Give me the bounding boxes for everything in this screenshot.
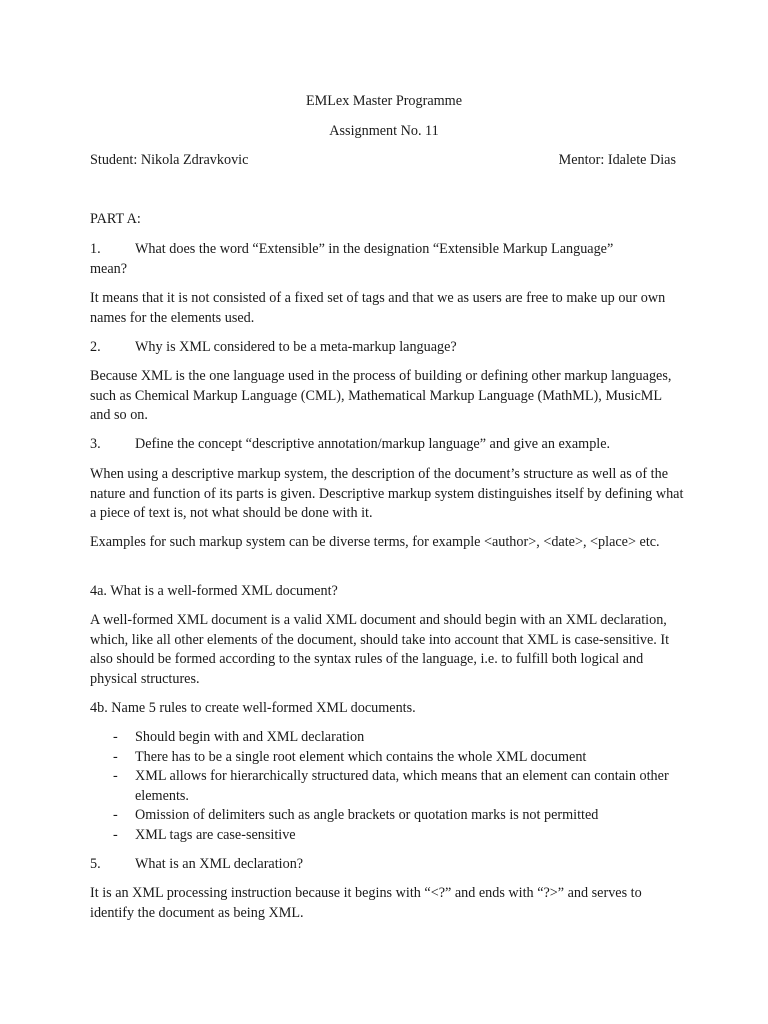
question-text: Define the concept “descriptive annotation/markup language” and give an example. <box>135 436 611 452</box>
rules-list <box>90 728 690 845</box>
question-3 <box>90 435 685 455</box>
list-dash: - <box>113 826 118 843</box>
list-item: - XML tags are case-sensitive <box>90 826 690 846</box>
list-item: - XML allows for hierarchically structured data, which means that an element can contain other elements. <box>113 768 669 804</box>
question-text: What is an XML declaration? <box>135 856 304 872</box>
question-5 <box>90 855 685 875</box>
assignment-number: Assignment No. 11 <box>329 123 439 139</box>
question-text: Why is XML considered to be a meta-markup language? <box>135 339 457 355</box>
list-dash: - <box>113 807 118 823</box>
question-number: 2. <box>90 339 101 355</box>
question-text-continued: mean? <box>90 260 128 277</box>
question-number: 3. <box>90 436 101 452</box>
question-4a: 4a. What is a well-formed XML document? <box>90 583 338 599</box>
answer-5: It is an XML processing instruction because it begins with “<?” and ends with “?>” and serves to identify the document as being XML. <box>90 885 642 921</box>
list-item: - There has to be a single root element which contains the whole XML document <box>90 748 690 768</box>
question-4b: 4b. Name 5 rules to create well-formed XML documents. <box>90 700 416 716</box>
answer-1: It means that it is not consisted of a fixed set of tags and that we as users are free to make up our own names for the elements used. <box>90 290 666 326</box>
question-text: What does the word “Extensible” in the designation “Extensible Markup Language” <box>135 241 614 257</box>
answer-3-examples: Examples for such markup system can be diverse terms, for example <author>, <date>, <place> etc. <box>90 534 660 550</box>
question-2 <box>90 338 685 358</box>
list-dash: - <box>113 729 118 745</box>
list-item: - Omission of delimiters such as angle brackets or quotation marks is not permitted <box>90 806 690 826</box>
list-dash: - <box>113 768 118 784</box>
student-name: Student: Nikola Zdravkovic <box>90 152 249 168</box>
question-1 <box>90 240 685 279</box>
question-number: 1. <box>90 241 101 257</box>
mentor-name: Mentor: Idalete Dias <box>558 152 676 168</box>
programme-title: EMLex Master Programme <box>305 93 463 109</box>
answer-4a: A well-formed XML document is a valid XML document and should begin with an XML declaration, which, like all other elements of the document, should take into account that XML is case-sensitive. It also should be formed according to the syntax rules of the language, i.e. to fulfill both logical and physical structures. <box>90 612 670 687</box>
part-heading: PART A: <box>90 211 141 227</box>
list-item: - Should begin with and XML declaration <box>90 728 690 748</box>
question-number: 5. <box>90 856 101 872</box>
answer-2: Because XML is the one language used in the process of building or defining other markup languages, such as Chemical Markup Language (CML), Mathematical Markup Language (MathML), MusicML and so on. <box>90 368 672 423</box>
list-dash: - <box>113 748 118 765</box>
answer-3-definition: When using a descriptive markup system, the description of the document’s structure as well as of the nature and function of its parts is given. Descriptive markup system distinguishes itself by defining what a piece of text is, not what should be done with it. <box>90 466 684 521</box>
